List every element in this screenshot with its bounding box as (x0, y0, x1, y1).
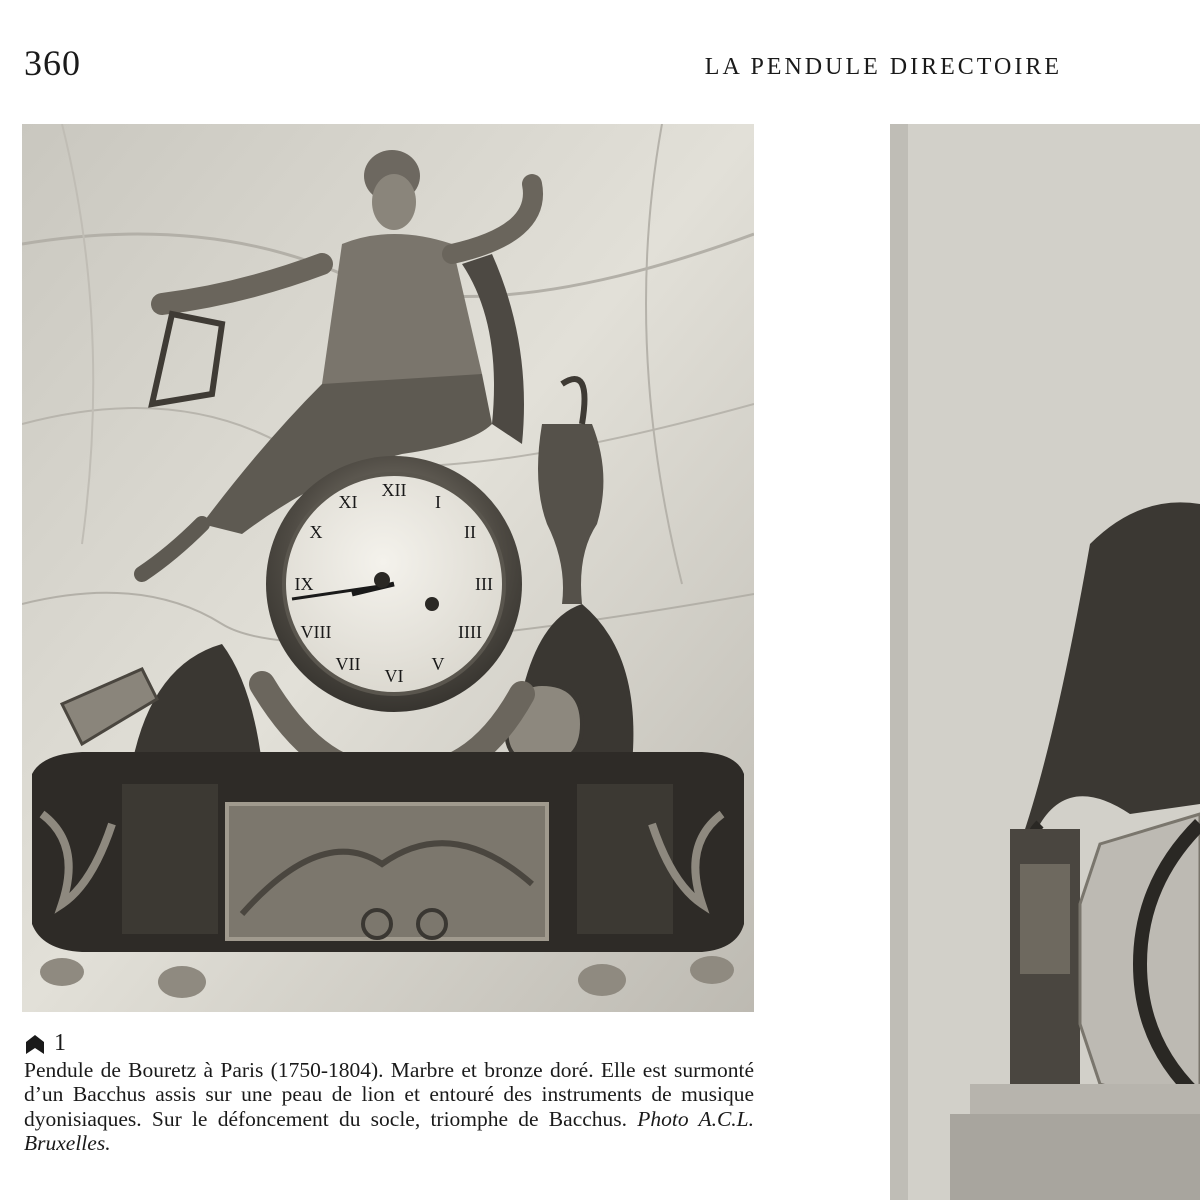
svg-text:XII: XII (381, 480, 407, 500)
octagonal-clock-image (890, 124, 1200, 1200)
svg-text:XI: XI (338, 492, 358, 512)
svg-text:I: I (435, 492, 441, 512)
svg-text:IIII: IIII (458, 622, 482, 642)
running-title: LA PENDULE DIRECTOIRE (704, 54, 1062, 80)
clock-photograph (22, 124, 754, 1012)
svg-text:III: III (475, 574, 493, 594)
svg-text:VII: VII (335, 654, 361, 674)
svg-text:IX: IX (294, 574, 314, 594)
bookmark-icon (24, 1034, 46, 1054)
figure-caption (24, 1058, 754, 1155)
figure-number (24, 1030, 66, 1057)
caption-text: Pendule de Bouretz à Paris (1750-1804). Marbre et bronze doré. Elle est surmonté d’un Bacchus assis sur une peau de lion et entouré des instruments de musique dyonisiaques. Sur le défoncement du socle, triomphe de Bacchus. (24, 1058, 754, 1131)
svg-text:VI: VI (384, 666, 404, 686)
svg-text:II: II (464, 522, 476, 542)
photo-credit: Photo A.C.L. Bruxelles. (24, 1106, 754, 1155)
second-clock-photograph (890, 124, 1200, 1200)
svg-text:X: X (309, 522, 323, 542)
bacchus-clock-image (22, 124, 754, 1012)
page-number: 360 (24, 43, 81, 83)
svg-text:V: V (431, 654, 445, 674)
figure-number-label: 1 (54, 1030, 66, 1056)
svg-text:VIII: VIII (300, 622, 332, 642)
